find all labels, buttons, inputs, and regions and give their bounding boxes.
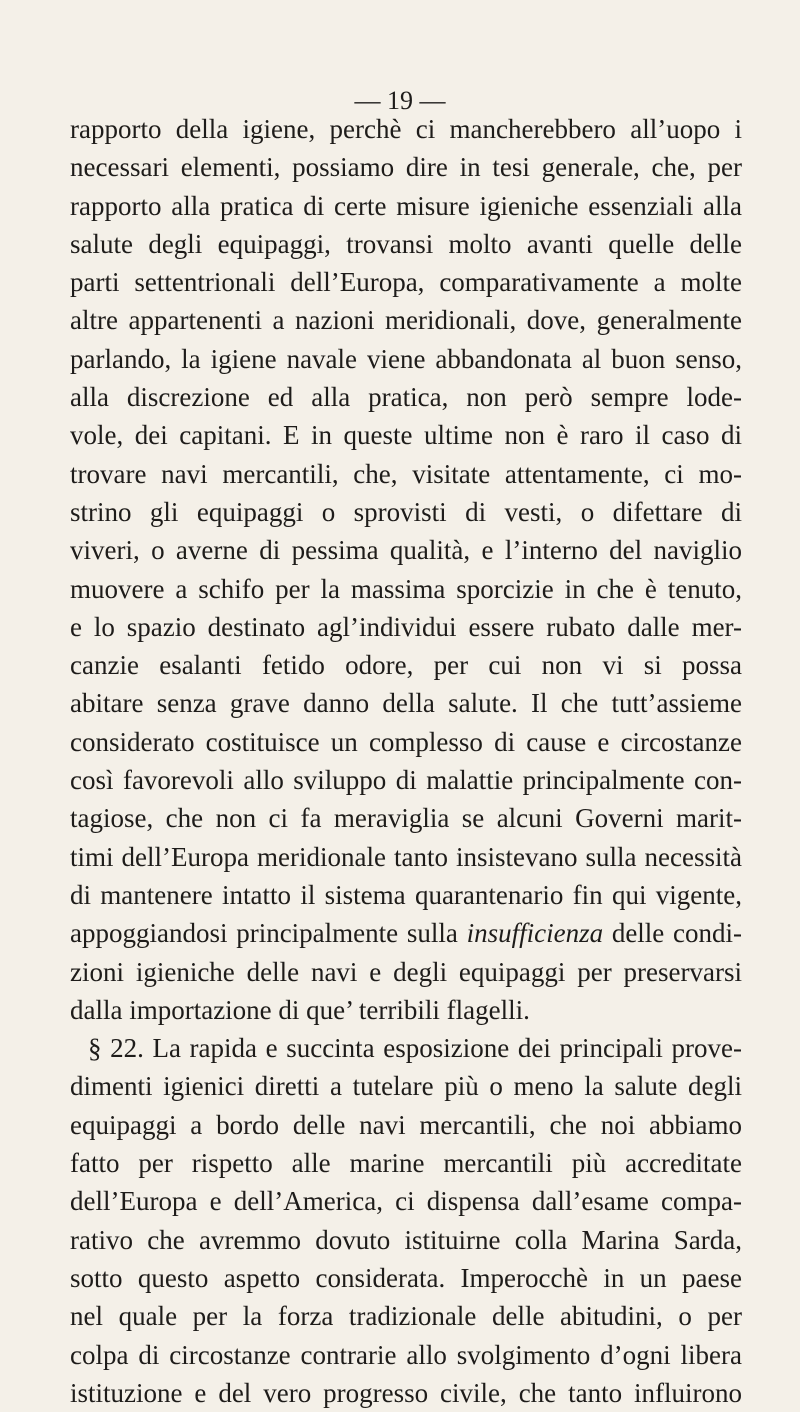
text-line: parlando, la igiene navale viene abbandonata al buon senso,: [70, 343, 742, 374]
text-line: istituzione e del vero progresso civile, che tanto influirono: [70, 1377, 742, 1408]
text-line: e lo spazio destinato agl’individui essere rubato dalle mer-: [70, 611, 742, 642]
text-line: rapporto alla pratica di certe misure igieniche essenziali alla: [70, 190, 742, 221]
text-line: altre appartenenti a nazioni meridionali, dove, generalmente: [70, 305, 742, 336]
text-line: salute degli equipaggi, trovansi molto avanti quelle delle: [70, 228, 742, 259]
text-line: necessari elementi, possiamo dire in tesi generale, che, per: [70, 152, 742, 183]
text-line: considerato costituisce un complesso di cause e circostanze: [70, 726, 742, 757]
text-line: abitare senza grave danno della salute. Il che tutt’assieme: [70, 688, 742, 719]
text-line: colpa di circostanze contrarie allo svolgimento d’ogni libera: [70, 1339, 742, 1370]
paragraph-end-line: dalla importazione di que’ terribili flagelli.: [70, 994, 530, 1025]
text-line: così favorevoli allo sviluppo di malattie principalmente con-: [70, 765, 742, 796]
text-line: rativo che avremmo dovuto istituirne colla Marina Sarda,: [70, 1224, 742, 1255]
text-line: zioni igieniche delle navi e degli equipaggi per preservarsi: [70, 956, 742, 987]
text-line: canzie esalanti fetido odore, per cui non vi si possa: [70, 650, 742, 681]
text-line: strino gli equipaggi o sprovisti di vesti, o difettare di: [70, 496, 742, 527]
text-line: rapporto della igiene, perchè ci mancherebbero all’uopo i: [70, 114, 742, 144]
italic-word: insufficienza: [466, 918, 604, 949]
text-line: equipaggi a bordo delle navi mercantili, che noi abbiamo: [70, 1109, 742, 1140]
text-line: tagiose, che non ci fa meraviglia se alcuni Governi marit-: [70, 803, 742, 834]
text-segment: appoggiandosi principalmente sulla: [70, 918, 467, 949]
text-line: viveri, o averne di pessima qualità, e l’interno del naviglio: [70, 535, 742, 566]
text-line: parti settentrionali dell’Europa, comparativamente a molte: [70, 267, 742, 298]
text-line: timi dell’Europa meridionale tanto insistevano sulla necessità: [70, 841, 742, 872]
body-text: [70, 110, 742, 1412]
text-line-with-italic: [70, 914, 742, 952]
section-start-line: § 22. La rapida e succinta esposizione dei principali prove-: [88, 1033, 742, 1064]
text-line: nel quale per la forza tradizionale delle abitudini, o per: [70, 1301, 742, 1332]
page-number: — 19 —: [354, 86, 446, 115]
text-line: sotto questo aspetto considerata. Imperocchè in un paese: [70, 1262, 742, 1293]
text-line: alla discrezione ed alla pratica, non però sempre lode-: [70, 382, 742, 413]
text-line: vole, dei capitani. E in queste ultime non è raro il caso di: [70, 420, 742, 451]
text-line: dell’Europa e dell’America, ci dispensa dall’esame compa-: [70, 1186, 742, 1217]
text-line: di mantenere intatto il sistema quarantenario fin qui vigente,: [70, 879, 742, 910]
text-segment: delle condi-: [603, 918, 742, 949]
text-line: fatto per rispetto alle marine mercantili più accreditate: [70, 1148, 742, 1179]
text-line: trovare navi mercantili, che, visitate attentamente, ci mo-: [70, 458, 742, 489]
text-line: dimenti igienici diretti a tutelare più o meno la salute degli: [70, 1071, 742, 1102]
text-line: muovere a schifo per la massima sporcizie in che è tenuto,: [70, 573, 742, 604]
